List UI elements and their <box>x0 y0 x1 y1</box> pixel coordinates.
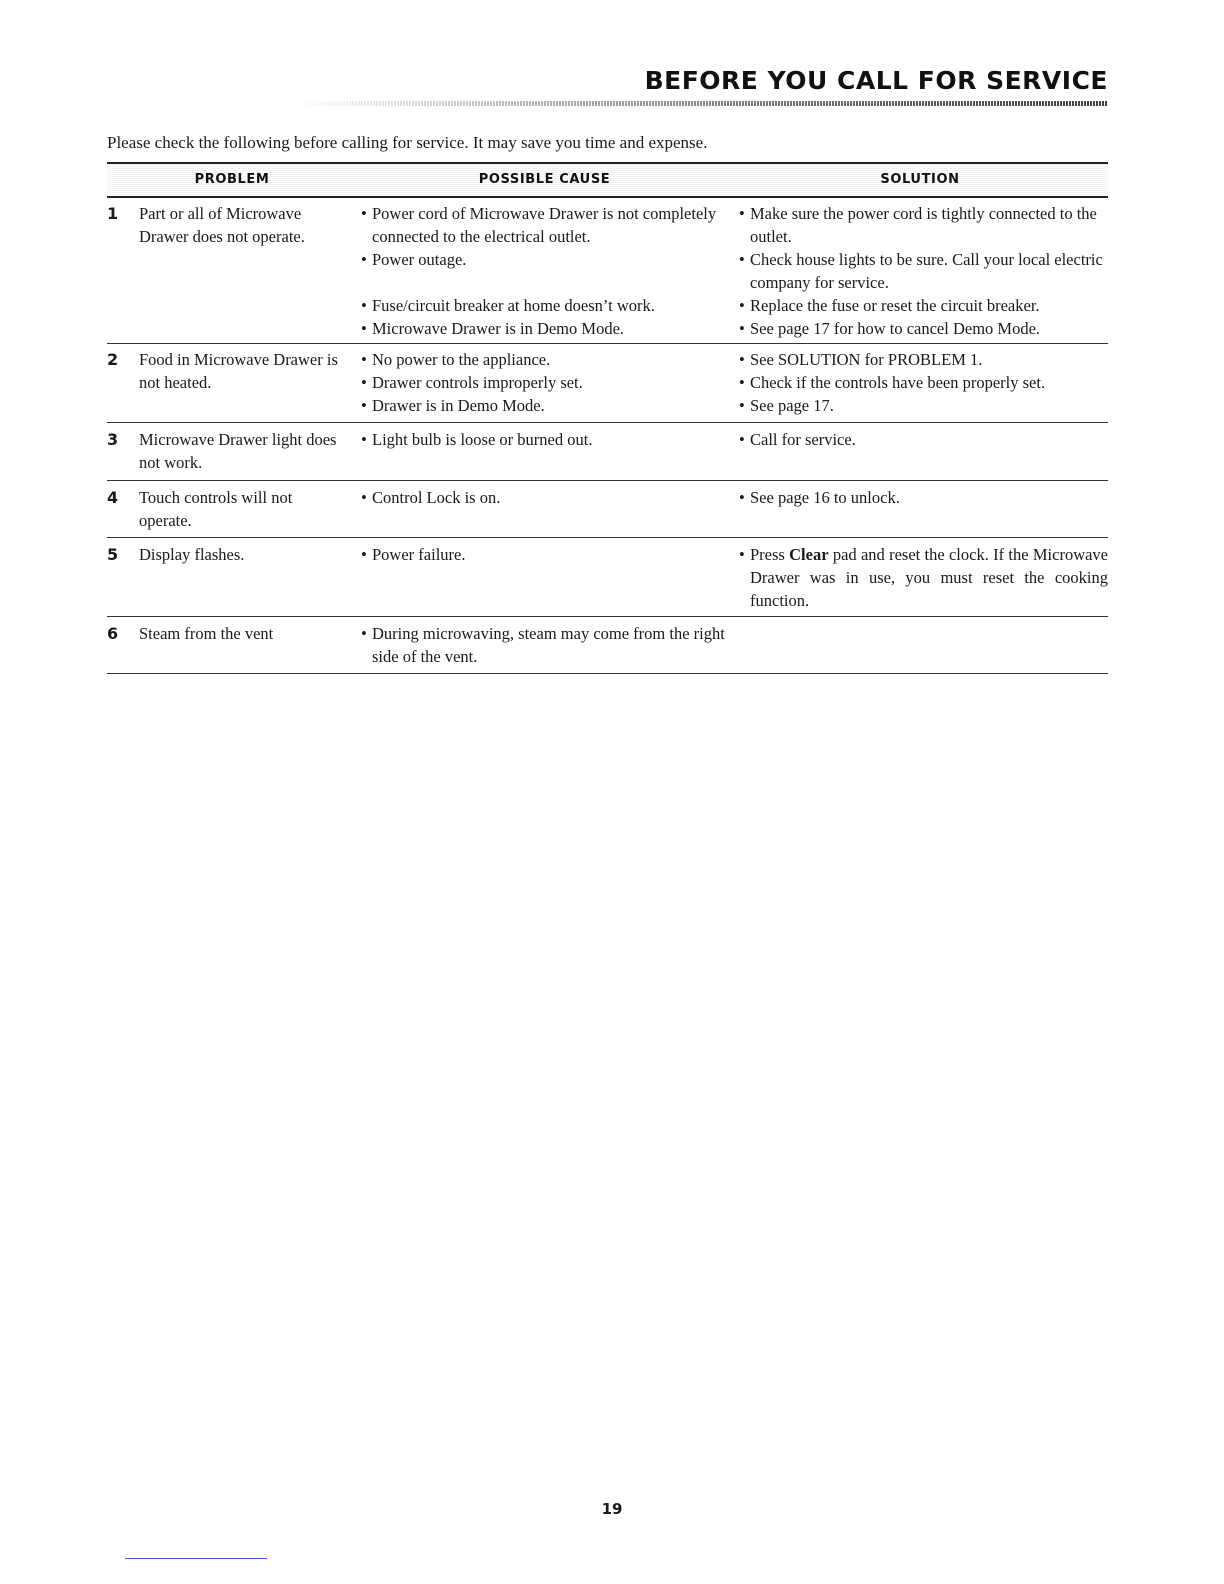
solution-item: • Check if the controls have been properly set. <box>739 371 1108 394</box>
table-row <box>107 538 1108 617</box>
problem-number: 1 <box>107 204 119 223</box>
cause-item: • Light bulb is loose or burned out. <box>361 428 733 451</box>
cause-item: • Power cord of Microwave Drawer is not completely connected to the electrical outlet. <box>361 202 733 248</box>
cause-item: • Fuse/circuit breaker at home doesn’t work. <box>361 294 733 317</box>
problem-text: Touch controls will not operate. <box>139 488 293 530</box>
table-header <box>107 162 1108 198</box>
cause-item: • Control Lock is on. <box>361 486 733 509</box>
table-row <box>107 198 1108 344</box>
page-number: 19 <box>601 1500 623 1518</box>
table-row <box>107 481 1108 538</box>
solution-list <box>739 202 1108 340</box>
problem-text: Microwave Drawer light does not work. <box>139 430 337 472</box>
solution-list <box>739 348 1108 417</box>
solution-list <box>739 486 1108 509</box>
cause-list <box>361 622 733 668</box>
cause-list <box>361 486 733 509</box>
solution-item: • Call for service. <box>739 428 1108 451</box>
solution-text-before: Press <box>750 545 785 564</box>
problem-text: Steam from the vent <box>139 624 274 643</box>
problem-number: 6 <box>107 624 119 643</box>
problem-number: 2 <box>107 350 119 369</box>
intro-text: Please check the following before calling for service. It may save you time and expense. <box>107 133 708 152</box>
cause-item: • Drawer is in Demo Mode. <box>361 394 733 417</box>
solution-item: • See page 17 for how to cancel Demo Mode. <box>739 317 1108 340</box>
cause-list <box>361 202 733 340</box>
problem-text: Part or all of Microwave Drawer does not operate. <box>139 204 305 246</box>
cause-item: • Microwave Drawer is in Demo Mode. <box>361 317 733 340</box>
column-header-possible-cause: POSSIBLE CAUSE <box>478 172 611 187</box>
solution-item: • See page 17. <box>739 394 1108 417</box>
solution-item: • See SOLUTION for PROBLEM 1. <box>739 348 1108 371</box>
cause-item: • Power outage. <box>361 248 733 271</box>
cause-list <box>361 543 733 566</box>
table-row <box>107 617 1108 674</box>
solution-list <box>739 428 1108 451</box>
table-row <box>107 423 1108 481</box>
problem-text: Display flashes. <box>139 545 245 564</box>
solution-list <box>739 543 1108 612</box>
solution-text-after: pad and reset the clock. If the Microwave Drawer was in use, you must reset the cooking function. <box>750 545 1109 610</box>
problem-number: 4 <box>107 488 119 507</box>
solution-item: • Replace the fuse or reset the circuit breaker. <box>739 294 1108 317</box>
title-underline <box>292 101 1108 106</box>
cause-item: • During microwaving, steam may come from the right side of the vent. <box>361 622 733 668</box>
cause-item: • No power to the appliance. <box>361 348 733 371</box>
page-title: BEFORE YOU CALL FOR SERVICE <box>644 66 1108 95</box>
footer-rule <box>125 1558 267 1559</box>
cause-item: • Power failure. <box>361 543 733 566</box>
cause-list <box>361 348 733 417</box>
column-header-solution: SOLUTION <box>880 172 960 187</box>
column-header-problem: PROBLEM <box>194 172 270 187</box>
problem-text: Food in Microwave Drawer is not heated. <box>139 350 338 392</box>
solution-item: • See page 16 to unlock. <box>739 486 1108 509</box>
table-row <box>107 344 1108 423</box>
solution-item: • Check house lights to be sure. Call your local electric company for service. <box>739 248 1108 294</box>
solution-item: • Make sure the power cord is tightly connected to the outlet. <box>739 202 1108 248</box>
troubleshooting-table <box>107 162 1108 674</box>
problem-number: 5 <box>107 545 119 564</box>
cause-item: • Drawer controls improperly set. <box>361 371 733 394</box>
solution-item <box>739 543 1108 612</box>
problem-number: 3 <box>107 430 119 449</box>
clear-pad-keyword: Clear <box>789 545 829 564</box>
cause-list <box>361 428 733 451</box>
